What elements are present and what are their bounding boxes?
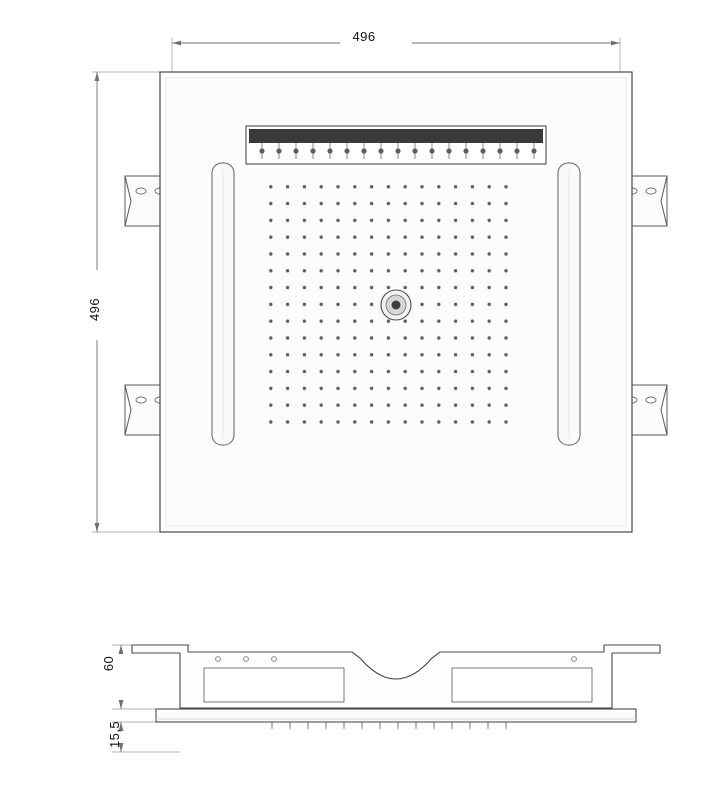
side-view-group: [112, 645, 660, 752]
dimension-label-thickness: 15,5: [106, 721, 122, 748]
light-bar-left: [212, 163, 234, 445]
dimension-label-width: 496: [352, 29, 376, 44]
dimension-label-height: 496: [86, 298, 102, 321]
top-view-group: [92, 38, 667, 532]
dimension-extension-lines-left: [92, 72, 170, 532]
dimension-label-depth: 60: [101, 655, 117, 672]
side-face-plate: [156, 709, 636, 729]
center-nozzle: [381, 290, 411, 320]
side-profile-body: [132, 645, 660, 708]
light-bar-right: [558, 163, 580, 445]
waterfall-blade: [246, 126, 546, 164]
dimension-extension-lines-side: [112, 645, 190, 752]
